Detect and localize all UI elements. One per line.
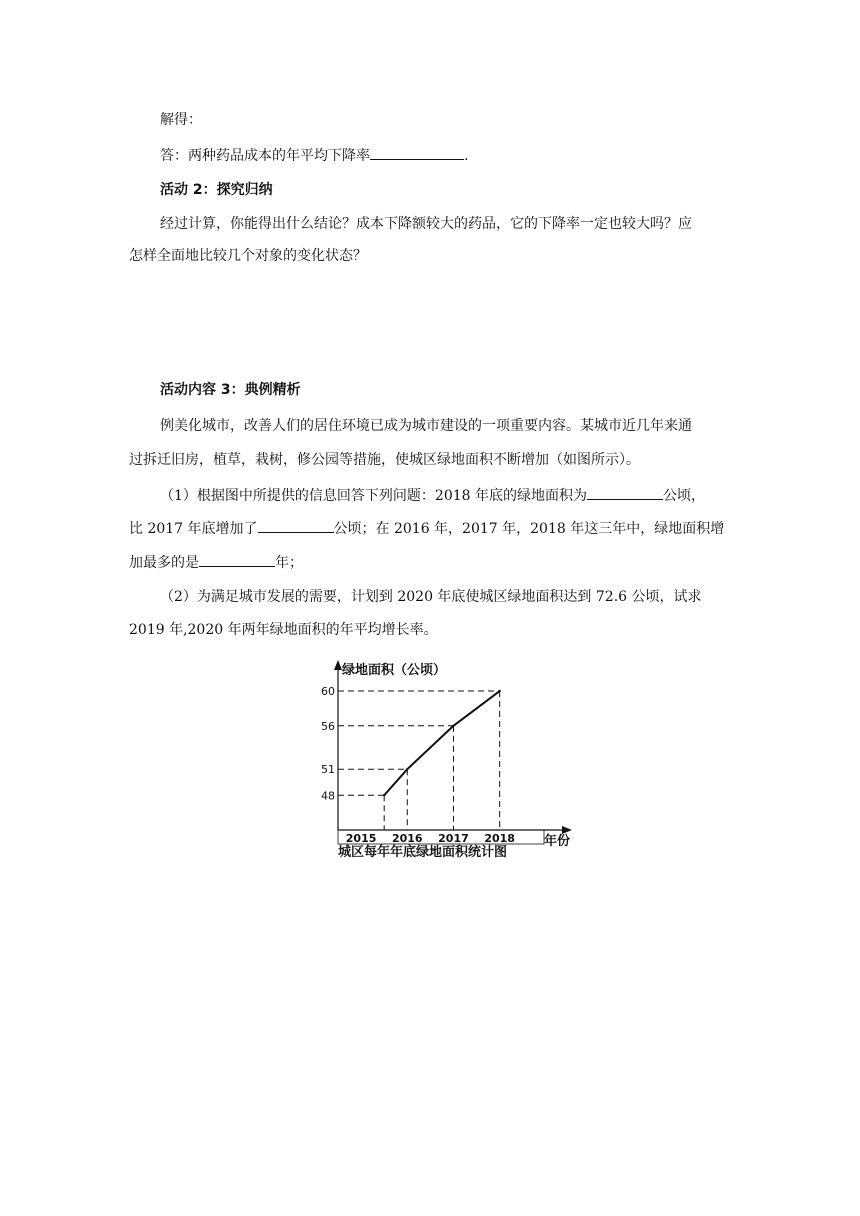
data-point-1 <box>406 768 408 770</box>
answer-blank[interactable] <box>370 145 464 160</box>
y-tick-label: 48 <box>321 789 335 803</box>
y-axis-arrow <box>334 660 342 670</box>
data-point-0 <box>383 794 385 796</box>
heading-activity-3: 活动内容 3：典例精析 <box>160 382 301 398</box>
x-axis-arrow <box>562 826 572 834</box>
x-tick-label: 2017 <box>438 832 469 845</box>
blank-increase[interactable] <box>258 518 334 533</box>
text-line-conclusion-1: 经过计算，你能得出什么结论？成本下降额较大的药品，它的下降率一定也较大吗？应 <box>160 216 692 232</box>
text-line-question-1c <box>129 552 303 573</box>
x-tick-label: 2016 <box>391 832 423 845</box>
green-area-line-chart <box>300 650 590 880</box>
data-point-2 <box>452 725 454 727</box>
question-1b-middle: 公顷；在 2016 年，2017 年，2018 年这三年中，绿地面积增 <box>333 521 725 537</box>
question-1b-prefix: 比 2017 年底增加了 <box>129 521 258 537</box>
chart-guide-lines <box>338 691 500 830</box>
blank-2018-area[interactable] <box>587 485 663 500</box>
text-line-example-1: 例美化城市，改善人们的居住环境已成为城市建设的一项重要内容。某城市近几年来通 <box>160 418 692 434</box>
question-1c-prefix: 加最多的是 <box>129 555 199 571</box>
text-line-question-2b: 2019 年,2020 年两年绿地面积的年平均增长率。 <box>129 622 438 638</box>
x-tick-label: 2015 <box>345 832 377 845</box>
series-line <box>384 691 499 795</box>
y-tick-label: 56 <box>321 719 335 733</box>
text-line-question-1b <box>129 518 724 539</box>
chart-series <box>383 690 501 797</box>
x-axis-label: 年份 <box>544 834 571 849</box>
y-tick-label: 51 <box>321 763 335 777</box>
chart-caption: 城区每年年底绿地面积统计图 <box>338 845 508 860</box>
text-line-question-2a: （2）为满足城市发展的需要，计划到 2020 年底使城区绿地面积达到 72.6 公顷，试求 <box>160 589 702 605</box>
answer-suffix: . <box>464 148 469 164</box>
text-line-question-1a <box>160 485 705 506</box>
data-point-3 <box>498 690 500 692</box>
y-tick-label: 60 <box>321 685 335 699</box>
answer-prefix: 答：两种药品成本的年平均下降率 <box>160 148 370 164</box>
heading-activity-2: 活动 2：探究归纳 <box>160 182 273 198</box>
text-line-solve: 解得： <box>160 112 202 128</box>
text-line-conclusion-2: 怎样全面地比较几个对象的变化状态？ <box>129 248 367 264</box>
text-line-example-2: 过拆迁旧房，植草，栽树，修公园等措施，使城区绿地面积不断增加（如图所示）。 <box>129 452 640 468</box>
question-1-suffix: 公顷， <box>663 488 705 504</box>
y-axis-label: 绿地面积（公顷） <box>342 663 447 678</box>
text-line-answer <box>160 145 468 166</box>
blank-max-year[interactable] <box>199 552 275 567</box>
question-1-prefix: （1）根据图中所提供的信息回答下列问题：2018 年底的绿地面积为 <box>160 488 587 504</box>
x-tick-label: 2018 <box>484 832 515 845</box>
question-1c-suffix: 年； <box>275 555 303 571</box>
